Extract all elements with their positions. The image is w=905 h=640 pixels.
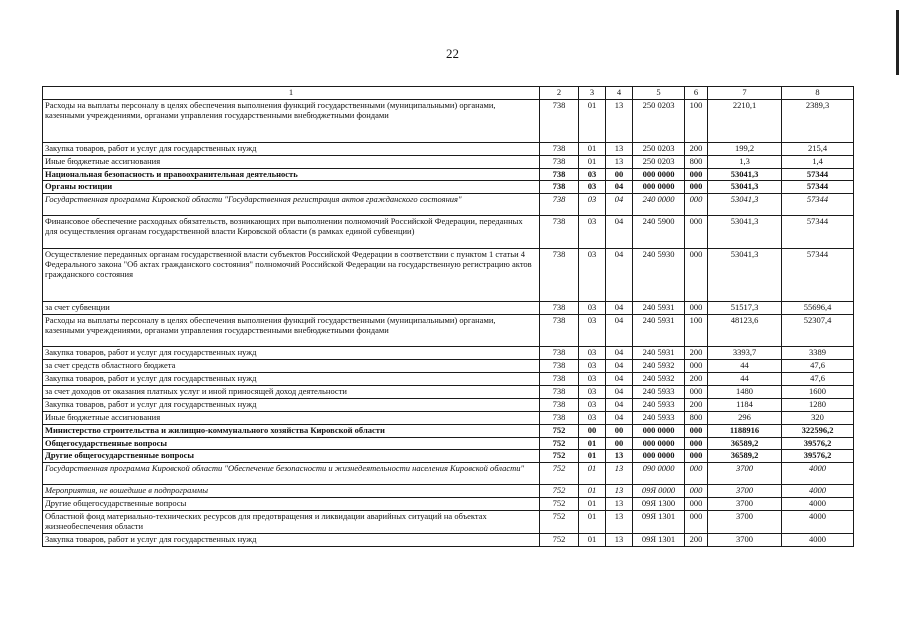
amount-year2-cell: 1,4 — [782, 155, 854, 168]
expense-type-cell: 000 — [685, 424, 708, 437]
row-name-cell: за счет субвенции — [43, 301, 540, 314]
table-row — [43, 437, 854, 450]
target-article-cell: 240 5931 — [633, 347, 685, 360]
amount-year1-cell: 44 — [708, 360, 782, 373]
amount-year2-cell: 4000 — [782, 463, 854, 485]
expense-type-cell: 000 — [685, 450, 708, 463]
subsection-code-cell: 13 — [606, 142, 633, 155]
subsection-code-cell: 04 — [606, 411, 633, 424]
expense-type-cell: 100 — [685, 99, 708, 142]
target-article-cell: 250 0203 — [633, 155, 685, 168]
target-article-cell: 240 5932 — [633, 360, 685, 373]
amount-year2-cell: 52307,4 — [782, 314, 854, 346]
row-name-cell: Органы юстиции — [43, 181, 540, 194]
target-article-cell: 240 5933 — [633, 398, 685, 411]
table-row — [43, 216, 854, 248]
scan-edge-mark — [896, 10, 899, 75]
amount-year1-cell: 44 — [708, 373, 782, 386]
section-code-cell: 03 — [579, 314, 606, 346]
target-article-cell: 240 5932 — [633, 373, 685, 386]
subsection-code-cell: 13 — [606, 450, 633, 463]
table-row — [43, 498, 854, 511]
row-name-cell: Иные бюджетные ассигнования — [43, 411, 540, 424]
row-name-cell: Государственная программа Кировской области "Государственная регистрация актов гражданского состояния" — [43, 194, 540, 216]
row-name-cell: Иные бюджетные ассигнования — [43, 155, 540, 168]
section-code-cell: 01 — [579, 511, 606, 534]
admin-code-cell: 738 — [540, 347, 579, 360]
table-row — [43, 168, 854, 181]
section-code-cell: 03 — [579, 411, 606, 424]
subsection-code-cell: 04 — [606, 347, 633, 360]
table-row — [43, 347, 854, 360]
section-code-cell: 01 — [579, 450, 606, 463]
subsection-code-cell: 04 — [606, 360, 633, 373]
expense-type-cell: 000 — [685, 168, 708, 181]
section-code-cell: 03 — [579, 194, 606, 216]
admin-code-cell: 752 — [540, 450, 579, 463]
target-article-cell: 240 5930 — [633, 248, 685, 301]
amount-year2-cell: 47,6 — [782, 373, 854, 386]
amount-year1-cell: 36589,2 — [708, 450, 782, 463]
expense-type-cell: 200 — [685, 347, 708, 360]
table-row — [43, 511, 854, 534]
expense-type-cell: 000 — [685, 248, 708, 301]
expense-type-cell: 000 — [685, 194, 708, 216]
table-row — [43, 301, 854, 314]
table-row — [43, 373, 854, 386]
amount-year1-cell: 1184 — [708, 398, 782, 411]
admin-code-cell: 738 — [540, 216, 579, 248]
row-name-cell: Осуществление переданных органам государственной власти субъектов Российской Федерации в соответствии с пунктом 1 статьи 4 Федерального закона "Об актах гражданского состояния" полномочий Российской Федерации на государственную регистрацию актов гражданского состояния — [43, 248, 540, 301]
amount-year1-cell: 3700 — [708, 511, 782, 534]
table-row — [43, 360, 854, 373]
target-article-cell: 250 0203 — [633, 99, 685, 142]
target-article-cell: 09Я 1301 — [633, 533, 685, 546]
amount-year2-cell: 55696,4 — [782, 301, 854, 314]
table-body — [43, 87, 854, 547]
amount-year1-cell: 3700 — [708, 533, 782, 546]
amount-year1-cell: 1480 — [708, 385, 782, 398]
row-name-cell: Национальная безопасность и правоохранительная деятельность — [43, 168, 540, 181]
amount-year2-cell: 57344 — [782, 194, 854, 216]
subsection-code-cell: 00 — [606, 437, 633, 450]
amount-year1-cell: 199,2 — [708, 142, 782, 155]
amount-year1-cell: 296 — [708, 411, 782, 424]
table-row — [43, 411, 854, 424]
row-name-cell: за счет доходов от оказания платных услуг и иной приносящей доход деятельности — [43, 385, 540, 398]
row-name-cell: Другие общегосударственные вопросы — [43, 498, 540, 511]
subsection-code-cell: 00 — [606, 168, 633, 181]
section-code-cell: 01 — [579, 498, 606, 511]
header-cell: 5 — [633, 87, 685, 100]
target-article-cell: 240 5933 — [633, 385, 685, 398]
amount-year2-cell: 39576,2 — [782, 437, 854, 450]
amount-year1-cell: 53041,3 — [708, 216, 782, 248]
subsection-code-cell: 04 — [606, 314, 633, 346]
expense-type-cell: 200 — [685, 373, 708, 386]
expense-type-cell: 100 — [685, 314, 708, 346]
subsection-code-cell: 04 — [606, 373, 633, 386]
row-name-cell: Финансовое обеспечение расходных обязательств, возникающих при выполнении полномочий Российской Федерации, переданных для осуществления органам государственной власти Кировской области (в рамках единой субвенции) — [43, 216, 540, 248]
expense-type-cell: 000 — [685, 385, 708, 398]
row-name-cell: Закупка товаров, работ и услуг для государственных нужд — [43, 398, 540, 411]
admin-code-cell: 738 — [540, 99, 579, 142]
row-name-cell: Государственная программа Кировской области "Обеспечение безопасности и жизнедеятельности населения Кировской области" — [43, 463, 540, 485]
subsection-code-cell: 13 — [606, 485, 633, 498]
amount-year2-cell: 4000 — [782, 485, 854, 498]
table-row — [43, 398, 854, 411]
section-code-cell: 03 — [579, 360, 606, 373]
admin-code-cell: 752 — [540, 498, 579, 511]
expense-type-cell: 800 — [685, 411, 708, 424]
target-article-cell: 090 0000 — [633, 463, 685, 485]
amount-year1-cell: 3700 — [708, 463, 782, 485]
subsection-code-cell: 04 — [606, 385, 633, 398]
row-name-cell: Мероприятия, не вошедшие в подпрограммы — [43, 485, 540, 498]
amount-year2-cell: 4000 — [782, 511, 854, 534]
admin-code-cell: 738 — [540, 194, 579, 216]
expense-type-cell: 200 — [685, 142, 708, 155]
table-row — [43, 450, 854, 463]
amount-year2-cell: 320 — [782, 411, 854, 424]
admin-code-cell: 738 — [540, 360, 579, 373]
header-cell: 7 — [708, 87, 782, 100]
amount-year1-cell: 48123,6 — [708, 314, 782, 346]
admin-code-cell: 752 — [540, 437, 579, 450]
admin-code-cell: 738 — [540, 314, 579, 346]
admin-code-cell: 738 — [540, 385, 579, 398]
section-code-cell: 01 — [579, 463, 606, 485]
table-header-row — [43, 87, 854, 100]
amount-year2-cell: 4000 — [782, 498, 854, 511]
row-name-cell: Закупка товаров, работ и услуг для государственных нужд — [43, 533, 540, 546]
row-name-cell: Расходы на выплаты персоналу в целях обеспечения выполнения функций государственными (муниципальными) органами, казенными учреждениями, органами управления государственными внебюджетными фондами — [43, 99, 540, 142]
header-cell: 2 — [540, 87, 579, 100]
section-code-cell: 03 — [579, 216, 606, 248]
admin-code-cell: 752 — [540, 485, 579, 498]
section-code-cell: 03 — [579, 181, 606, 194]
target-article-cell: 09Я 1300 — [633, 498, 685, 511]
section-code-cell: 03 — [579, 248, 606, 301]
expense-type-cell: 000 — [685, 437, 708, 450]
amount-year1-cell: 1188916 — [708, 424, 782, 437]
amount-year1-cell: 53041,3 — [708, 181, 782, 194]
amount-year2-cell: 57344 — [782, 181, 854, 194]
row-name-cell: Закупка товаров, работ и услуг для государственных нужд — [43, 373, 540, 386]
admin-code-cell: 738 — [540, 411, 579, 424]
section-code-cell: 01 — [579, 533, 606, 546]
amount-year1-cell: 53041,3 — [708, 194, 782, 216]
section-code-cell: 01 — [579, 437, 606, 450]
amount-year1-cell: 1,3 — [708, 155, 782, 168]
section-code-cell: 03 — [579, 398, 606, 411]
subsection-code-cell: 00 — [606, 424, 633, 437]
section-code-cell: 03 — [579, 301, 606, 314]
row-name-cell: за счет средств областного бюджета — [43, 360, 540, 373]
amount-year2-cell: 2389,3 — [782, 99, 854, 142]
section-code-cell: 03 — [579, 373, 606, 386]
target-article-cell: 09Я 1301 — [633, 511, 685, 534]
amount-year2-cell: 1600 — [782, 385, 854, 398]
amount-year1-cell: 3700 — [708, 498, 782, 511]
subsection-code-cell: 13 — [606, 99, 633, 142]
section-code-cell: 03 — [579, 385, 606, 398]
row-name-cell: Общегосударственные вопросы — [43, 437, 540, 450]
expense-type-cell: 000 — [685, 511, 708, 534]
target-article-cell: 000 0000 — [633, 168, 685, 181]
admin-code-cell: 738 — [540, 155, 579, 168]
amount-year2-cell: 215,4 — [782, 142, 854, 155]
header-cell: 1 — [43, 87, 540, 100]
amount-year1-cell: 3393,7 — [708, 347, 782, 360]
table-row — [43, 485, 854, 498]
subsection-code-cell: 13 — [606, 511, 633, 534]
subsection-code-cell: 04 — [606, 398, 633, 411]
target-article-cell: 240 5931 — [633, 301, 685, 314]
section-code-cell: 01 — [579, 155, 606, 168]
target-article-cell: 240 5931 — [633, 314, 685, 346]
expense-type-cell: 000 — [685, 498, 708, 511]
target-article-cell: 000 0000 — [633, 424, 685, 437]
target-article-cell: 000 0000 — [633, 437, 685, 450]
table-row — [43, 314, 854, 346]
admin-code-cell: 752 — [540, 424, 579, 437]
target-article-cell: 000 0000 — [633, 450, 685, 463]
expense-type-cell: 800 — [685, 155, 708, 168]
amount-year1-cell: 36589,2 — [708, 437, 782, 450]
subsection-code-cell: 13 — [606, 463, 633, 485]
subsection-code-cell: 13 — [606, 533, 633, 546]
row-name-cell: Министерство строительства и жилищно-коммунального хозяйства Кировской области — [43, 424, 540, 437]
amount-year2-cell: 1280 — [782, 398, 854, 411]
row-name-cell: Другие общегосударственные вопросы — [43, 450, 540, 463]
section-code-cell: 00 — [579, 424, 606, 437]
expense-type-cell: 000 — [685, 360, 708, 373]
table-row — [43, 99, 854, 142]
admin-code-cell: 738 — [540, 181, 579, 194]
amount-year2-cell: 3389 — [782, 347, 854, 360]
table-row — [43, 385, 854, 398]
admin-code-cell: 738 — [540, 142, 579, 155]
admin-code-cell: 752 — [540, 533, 579, 546]
expense-type-cell: 200 — [685, 398, 708, 411]
row-name-cell: Областной фонд материально-технических ресурсов для предотвращения и ликвидации аварийных ситуаций на объектах жизнеобеспечения области — [43, 511, 540, 534]
subsection-code-cell: 04 — [606, 248, 633, 301]
admin-code-cell: 738 — [540, 398, 579, 411]
amount-year1-cell: 2210,1 — [708, 99, 782, 142]
section-code-cell: 01 — [579, 99, 606, 142]
row-name-cell: Закупка товаров, работ и услуг для государственных нужд — [43, 347, 540, 360]
table-row — [43, 194, 854, 216]
page-number: 22 — [446, 46, 459, 61]
target-article-cell: 09Я 0000 — [633, 485, 685, 498]
amount-year1-cell: 53041,3 — [708, 168, 782, 181]
header-cell: 6 — [685, 87, 708, 100]
amount-year1-cell: 3700 — [708, 485, 782, 498]
subsection-code-cell: 04 — [606, 181, 633, 194]
target-article-cell: 240 5900 — [633, 216, 685, 248]
amount-year2-cell: 57344 — [782, 216, 854, 248]
expense-type-cell: 200 — [685, 533, 708, 546]
target-article-cell: 240 0000 — [633, 194, 685, 216]
subsection-code-cell: 04 — [606, 194, 633, 216]
admin-code-cell: 752 — [540, 463, 579, 485]
amount-year2-cell: 57344 — [782, 168, 854, 181]
section-code-cell: 03 — [579, 347, 606, 360]
amount-year2-cell: 4000 — [782, 533, 854, 546]
row-name-cell: Закупка товаров, работ и услуг для государственных нужд — [43, 142, 540, 155]
table-row — [43, 424, 854, 437]
expense-type-cell: 000 — [685, 463, 708, 485]
target-article-cell: 250 0203 — [633, 142, 685, 155]
amount-year2-cell: 57344 — [782, 248, 854, 301]
target-article-cell: 000 0000 — [633, 181, 685, 194]
subsection-code-cell: 04 — [606, 301, 633, 314]
header-cell: 8 — [782, 87, 854, 100]
amount-year1-cell: 53041,3 — [708, 248, 782, 301]
amount-year1-cell: 51517,3 — [708, 301, 782, 314]
table-row — [43, 142, 854, 155]
expense-type-cell: 000 — [685, 301, 708, 314]
amount-year2-cell: 322596,2 — [782, 424, 854, 437]
subsection-code-cell: 04 — [606, 216, 633, 248]
table-row — [43, 463, 854, 485]
expense-type-cell: 000 — [685, 181, 708, 194]
target-article-cell: 240 5933 — [633, 411, 685, 424]
table-row — [43, 533, 854, 546]
budget-table — [42, 86, 854, 547]
amount-year2-cell: 47,6 — [782, 360, 854, 373]
expense-type-cell: 000 — [685, 485, 708, 498]
header-cell: 3 — [579, 87, 606, 100]
table-row — [43, 155, 854, 168]
admin-code-cell: 738 — [540, 168, 579, 181]
admin-code-cell: 738 — [540, 248, 579, 301]
table-row — [43, 248, 854, 301]
row-name-cell: Расходы на выплаты персоналу в целях обеспечения выполнения функций государственными (муниципальными) органами, казенными учреждениями, органами управления государственными внебюджетными фондами — [43, 314, 540, 346]
section-code-cell: 01 — [579, 485, 606, 498]
section-code-cell: 03 — [579, 168, 606, 181]
expense-type-cell: 000 — [685, 216, 708, 248]
section-code-cell: 01 — [579, 142, 606, 155]
table-row — [43, 181, 854, 194]
admin-code-cell: 738 — [540, 301, 579, 314]
admin-code-cell: 738 — [540, 373, 579, 386]
amount-year2-cell: 39576,2 — [782, 450, 854, 463]
admin-code-cell: 752 — [540, 511, 579, 534]
header-cell: 4 — [606, 87, 633, 100]
subsection-code-cell: 13 — [606, 155, 633, 168]
subsection-code-cell: 13 — [606, 498, 633, 511]
